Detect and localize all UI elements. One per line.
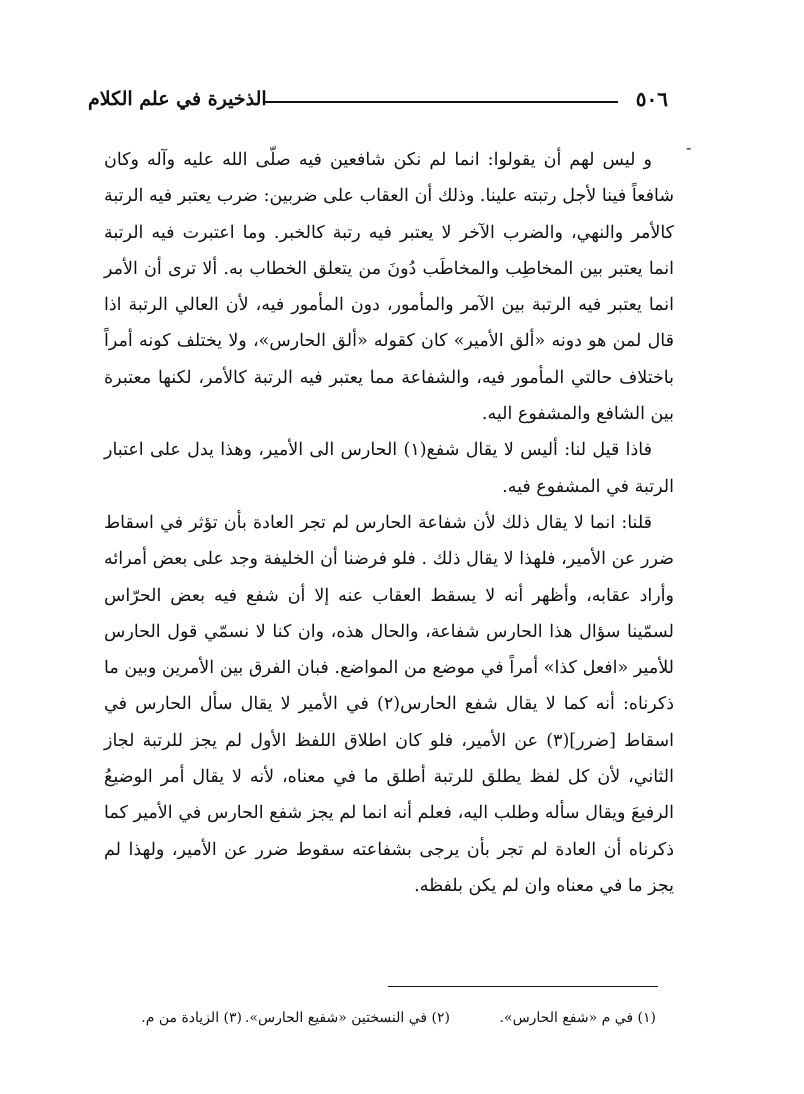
- footnotes: [96, 1005, 656, 1031]
- body-text: [104, 142, 674, 904]
- margin-mark: -: [686, 138, 692, 157]
- paragraph: و ليس لهم أن يقولوا: انما لم نكن شافعين فيه صلّى الله عليه وآله وكان شافعاً فينا لأجل رتبته علينا. وذلك أن العقاب على ضربين: ضرب يعتبر فيه الرتبة كالأمر والنهي، والضرب الآخر لا يعتبر فيه رتبة كالخبر. وما اعتبرت فيه الرتبة انما يعتبر بين المخاطِب والمخاطَب دُونَ من يتعلق الخطاب به. ألا ترى أن الأمر انما يعتبر فيه الرتبة بين الآمر والمأمور، دون المأمور فيه، لأن العالي الرتبة اذا قال لمن هو دونه «ألق الأمير» كان كقوله «ألق الحارس»، ولا يختلف كونه أمراً باختلاف حالتي المأمور فيه، والشفاعة مما يعتبر فيه الرتبة كالأمر، لكنها معتبرة بين الشافع والمشفوع اليه.: [104, 150, 674, 425]
- running-title: الذخيرة في علم الكلام: [88, 88, 267, 110]
- header-rule: [264, 101, 618, 103]
- footnote-1: (١) في م «شفع الحارس».: [499, 1010, 656, 1026]
- page-number: ٥٠٦: [635, 87, 668, 111]
- footnote-3: (٣) الزيادة من م.: [141, 1010, 242, 1026]
- footnote-2: (٢) في النسختين «شفيع الحارس».: [244, 1010, 450, 1026]
- paragraph: فاذا قيل لنا: أليس لا يقال شفع(١) الحارس الى الأمير، وهذا يدل على اعتبار الرتبة في المشفوع فيه.: [104, 440, 674, 497]
- page-header: [88, 84, 668, 114]
- footnote-rule: [388, 986, 658, 987]
- paragraph: قلنا: انما لا يقال ذلك لأن شفاعة الحارس لم تجر العادة بأن تؤثر في اسقاط ضرر عن الأمير، فلهذا لا يقال ذلك . فلو فرضنا أن الخليفة وجد على بعض أمرائه وأراد عقابه، وأظهر أنه لا يسقط العقاب عنه إلا أن شفع فيه بعض الحرّاس لسمّينا سؤال هذا الحارس شفاعة، والحال هذه، وان كنا لا نسمّي قول الحارس للأمير «افعل كذا» أمراً في موضع من المواضع. فبان الفرق بين الأمرين وبين ما ذكرناه: أنه كما لا يقال شفع الحارس(٢) في الأمير لا يقال سأل الحارس في اسقاط [ضرر](٣) عن الأمير، فلو كان اطلاق اللفظ الأول لم يجز للرتبة لجاز الثاني، لأن كل لفظ يطلق للرتبة أطلق ما في معناه، لأنه لا يقال أمر الوضيعُ الرفيعَ ويقال سأله وطلب اليه، فعلم أنه انما لم يجز شفع الحارس في الأمير كما ذكرناه أن العادة لم تجر بأن يرجى بشفاعته سقوط ضرر عن الأمير، ولهذا لم يجز ما في معناه وان لم يكن بلفظه.: [104, 512, 675, 896]
